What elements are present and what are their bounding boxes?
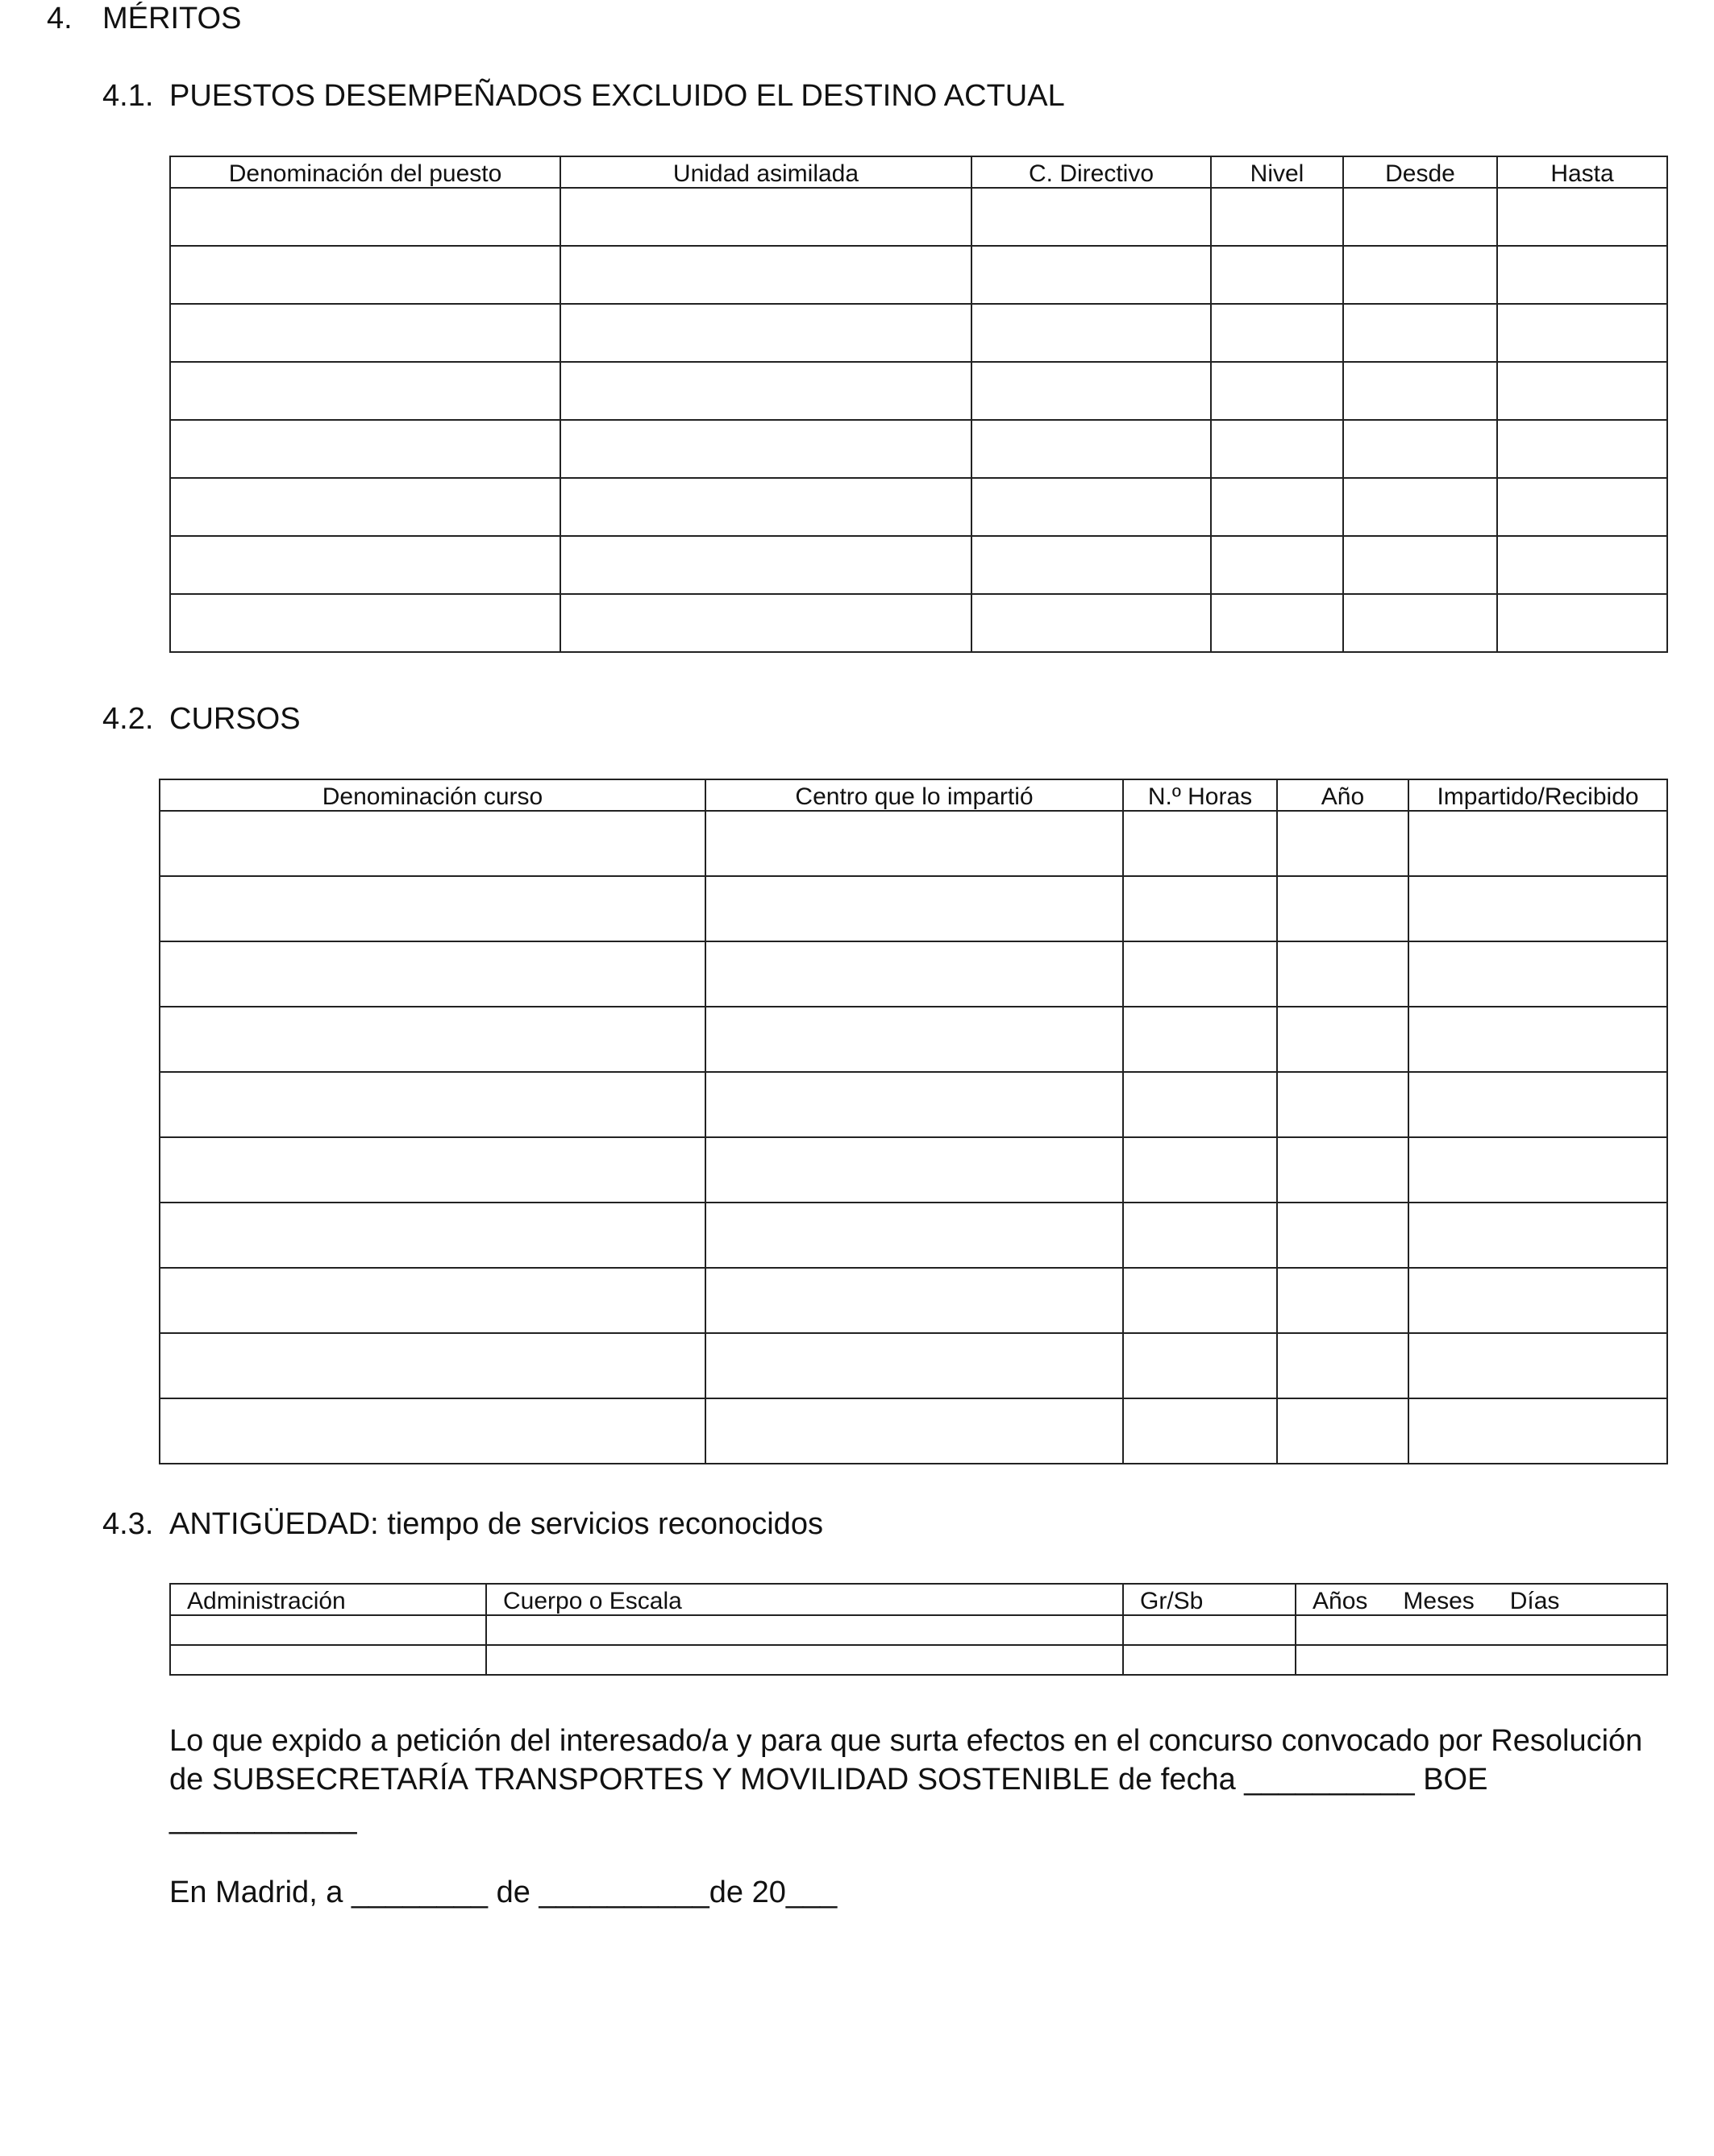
table-row: [170, 478, 1667, 536]
table-cell[interactable]: [486, 1615, 1123, 1645]
table-cell[interactable]: [705, 1268, 1123, 1333]
table-cell[interactable]: [1211, 478, 1343, 536]
col-header: Unidad asimilada: [560, 156, 971, 188]
table-cell[interactable]: [1123, 811, 1277, 876]
table-cell[interactable]: [1277, 876, 1408, 941]
table-cell[interactable]: [170, 304, 560, 362]
table-cell[interactable]: [160, 1203, 705, 1268]
table-cell[interactable]: [1408, 1072, 1667, 1137]
table-cell[interactable]: [1277, 1072, 1408, 1137]
positions-title: PUESTOS DESEMPEÑADOS EXCLUIDO EL DESTINO ACTUAL: [169, 79, 1065, 113]
table-cell[interactable]: [160, 811, 705, 876]
table-cell[interactable]: [170, 536, 560, 594]
table-cell[interactable]: [705, 1007, 1123, 1072]
table-cell[interactable]: [1408, 1203, 1667, 1268]
table-cell[interactable]: [1296, 1615, 1667, 1645]
table-cell[interactable]: [705, 876, 1123, 941]
table-row: [160, 1072, 1667, 1137]
table-row: [160, 1007, 1667, 1072]
table-cell[interactable]: [1123, 1645, 1296, 1675]
time-header: [1296, 1584, 1667, 1615]
table-cell[interactable]: [1277, 1268, 1408, 1333]
table-cell[interactable]: [1343, 594, 1497, 652]
table-cell[interactable]: [1497, 246, 1667, 304]
days-label: Días: [1509, 1588, 1560, 1614]
col-header: Hasta: [1497, 156, 1667, 188]
table-cell[interactable]: [705, 1333, 1123, 1398]
table-cell[interactable]: [1211, 594, 1343, 652]
table-cell[interactable]: [560, 594, 971, 652]
table-cell[interactable]: [160, 1268, 705, 1333]
table-cell[interactable]: [1296, 1645, 1667, 1675]
table-cell[interactable]: [170, 188, 560, 246]
table-cell[interactable]: [1123, 1398, 1277, 1464]
table-cell[interactable]: [1408, 1007, 1667, 1072]
table-cell[interactable]: [1343, 420, 1497, 478]
courses-header-row: [160, 779, 1667, 811]
table-cell[interactable]: [1123, 1007, 1277, 1072]
table-cell[interactable]: [560, 304, 971, 362]
table-cell[interactable]: [170, 1615, 486, 1645]
table-cell[interactable]: [1497, 188, 1667, 246]
courses-table: [159, 779, 1668, 1464]
table-row: [160, 941, 1667, 1007]
table-cell[interactable]: [170, 362, 560, 420]
table-row: [170, 362, 1667, 420]
table-cell[interactable]: [1211, 246, 1343, 304]
table-cell[interactable]: [1408, 1333, 1667, 1398]
table-cell[interactable]: [971, 478, 1211, 536]
table-row: [160, 1268, 1667, 1333]
signature-line: En Madrid, a ________ de __________de 20___: [169, 1876, 838, 1909]
table-cell[interactable]: [560, 478, 971, 536]
col-header: N.º Horas: [1123, 779, 1277, 811]
table-row: [170, 1615, 1667, 1645]
positions-header-row: [170, 156, 1667, 188]
seniority-title: ANTIGÜEDAD: tiempo de servicios reconocidos: [169, 1507, 823, 1541]
table-cell[interactable]: [160, 876, 705, 941]
positions-number: 4.1.: [102, 79, 154, 113]
table-cell[interactable]: [486, 1645, 1123, 1675]
table-row: [170, 188, 1667, 246]
table-cell[interactable]: [1408, 1268, 1667, 1333]
table-row: [160, 1137, 1667, 1203]
table-cell[interactable]: [971, 246, 1211, 304]
table-cell[interactable]: [560, 536, 971, 594]
col-header: Año: [1277, 779, 1408, 811]
table-cell[interactable]: [160, 1072, 705, 1137]
table-cell[interactable]: [170, 478, 560, 536]
table-row: [170, 246, 1667, 304]
table-row: [170, 420, 1667, 478]
col-header: Denominación curso: [160, 779, 705, 811]
table-cell[interactable]: [1211, 420, 1343, 478]
courses-number: 4.2.: [102, 702, 154, 736]
table-cell[interactable]: [160, 1137, 705, 1203]
col-header: Gr/Sb: [1123, 1584, 1296, 1615]
table-cell[interactable]: [1123, 1072, 1277, 1137]
table-row: [170, 1645, 1667, 1675]
table-cell[interactable]: [1497, 304, 1667, 362]
positions-body: [170, 188, 1667, 652]
table-row: [160, 1203, 1667, 1268]
table-cell[interactable]: [1343, 362, 1497, 420]
table-cell[interactable]: [1408, 941, 1667, 1007]
table-row: [170, 594, 1667, 652]
table-cell[interactable]: [160, 1333, 705, 1398]
col-header: Administración: [170, 1584, 486, 1615]
table-cell[interactable]: [971, 304, 1211, 362]
table-cell[interactable]: [971, 420, 1211, 478]
positions-table: [169, 156, 1668, 653]
table-cell[interactable]: [705, 1398, 1123, 1464]
table-cell[interactable]: [1211, 304, 1343, 362]
table-cell[interactable]: [1343, 536, 1497, 594]
seniority-number: 4.3.: [102, 1507, 154, 1541]
table-cell[interactable]: [1408, 1137, 1667, 1203]
table-cell[interactable]: [1497, 536, 1667, 594]
col-header: Denominación del puesto: [170, 156, 560, 188]
section-number: 4.: [47, 2, 73, 35]
table-cell[interactable]: [1343, 304, 1497, 362]
col-header: Cuerpo o Escala: [486, 1584, 1123, 1615]
table-cell[interactable]: [1343, 188, 1497, 246]
table-cell[interactable]: [971, 362, 1211, 420]
col-header: Desde: [1343, 156, 1497, 188]
table-cell[interactable]: [1211, 362, 1343, 420]
col-header: C. Directivo: [971, 156, 1211, 188]
table-cell[interactable]: [160, 1007, 705, 1072]
table-cell[interactable]: [1408, 876, 1667, 941]
table-cell[interactable]: [560, 362, 971, 420]
courses-title: CURSOS: [169, 702, 301, 736]
table-cell[interactable]: [1123, 876, 1277, 941]
table-cell[interactable]: [1497, 362, 1667, 420]
table-cell[interactable]: [1277, 1137, 1408, 1203]
table-cell[interactable]: [971, 188, 1211, 246]
table-cell[interactable]: [1211, 188, 1343, 246]
table-cell[interactable]: [1408, 1398, 1667, 1464]
col-header: Impartido/Recibido: [1408, 779, 1667, 811]
table-cell[interactable]: [160, 1398, 705, 1464]
table-cell[interactable]: [1277, 941, 1408, 1007]
table-cell[interactable]: [1408, 811, 1667, 876]
table-cell[interactable]: [1123, 1615, 1296, 1645]
table-cell[interactable]: [1277, 1007, 1408, 1072]
certification-line-2: de SUBSECRETARÍA TRANSPORTES Y MOVILIDAD SOSTENIBLE de fecha __________ BOE: [169, 1763, 1488, 1797]
years-label: Años: [1313, 1588, 1368, 1614]
table-row: [160, 1398, 1667, 1464]
table-cell[interactable]: [1123, 1268, 1277, 1333]
col-header: Centro que lo impartió: [705, 779, 1123, 811]
table-cell[interactable]: [170, 1645, 486, 1675]
table-cell[interactable]: [705, 941, 1123, 1007]
table-cell[interactable]: [160, 941, 705, 1007]
table-cell[interactable]: [560, 188, 971, 246]
courses-body: [160, 811, 1667, 1464]
table-cell[interactable]: [1123, 1137, 1277, 1203]
table-cell[interactable]: [170, 594, 560, 652]
table-cell[interactable]: [1211, 536, 1343, 594]
table-cell[interactable]: [1277, 1398, 1408, 1464]
table-row: [160, 1333, 1667, 1398]
months-label: Meses: [1403, 1588, 1475, 1614]
certification-line-3: ___________: [169, 1801, 357, 1835]
table-row: [170, 536, 1667, 594]
table-cell[interactable]: [1277, 1333, 1408, 1398]
table-cell[interactable]: [1343, 478, 1497, 536]
seniority-header-row: [170, 1584, 1667, 1615]
table-row: [160, 811, 1667, 876]
table-cell[interactable]: [1123, 941, 1277, 1007]
table-cell[interactable]: [1497, 478, 1667, 536]
certification-line-1: Lo que expido a petición del interesado/a y para que surta efectos en el concurso convocado por Resolución: [169, 1724, 1643, 1758]
table-cell[interactable]: [170, 420, 560, 478]
table-cell[interactable]: [705, 1203, 1123, 1268]
table-cell[interactable]: [1277, 811, 1408, 876]
col-header: Nivel: [1211, 156, 1343, 188]
section-title: MÉRITOS: [102, 2, 242, 35]
table-cell[interactable]: [971, 594, 1211, 652]
table-cell[interactable]: [705, 811, 1123, 876]
table-cell[interactable]: [1497, 420, 1667, 478]
table-cell[interactable]: [1123, 1333, 1277, 1398]
table-cell[interactable]: [170, 246, 560, 304]
table-cell[interactable]: [560, 420, 971, 478]
table-row: [160, 876, 1667, 941]
table-cell[interactable]: [1277, 1203, 1408, 1268]
table-cell[interactable]: [1497, 594, 1667, 652]
table-cell[interactable]: [1343, 246, 1497, 304]
table-cell[interactable]: [1123, 1203, 1277, 1268]
table-cell[interactable]: [971, 536, 1211, 594]
table-cell[interactable]: [705, 1072, 1123, 1137]
table-cell[interactable]: [705, 1137, 1123, 1203]
seniority-table: [169, 1583, 1668, 1676]
table-cell[interactable]: [560, 246, 971, 304]
table-row: [170, 304, 1667, 362]
